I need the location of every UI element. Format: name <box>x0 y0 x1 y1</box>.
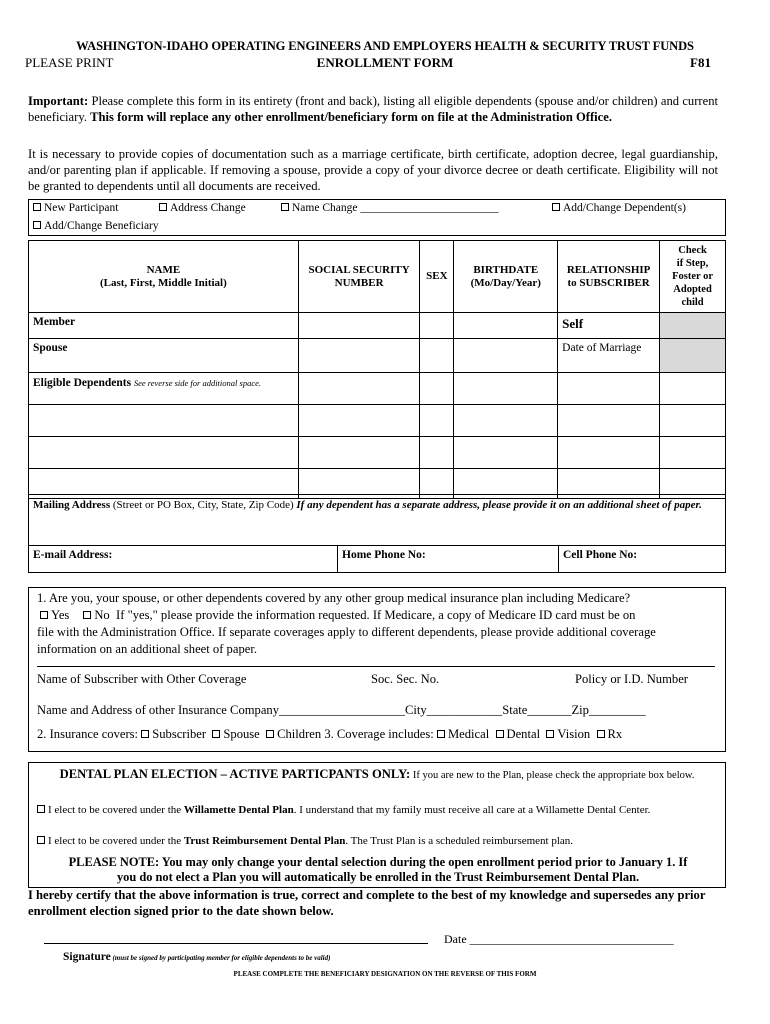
spouse-check-shaded <box>660 339 726 373</box>
sex-column-header: SEX <box>420 241 454 313</box>
important-text: Please complete this form in its entirety (front and back), listing all eligible dependents (spouse and/or children) and current beneficiary. <box>28 94 718 124</box>
member-check-shaded <box>660 313 726 339</box>
trust-fund-title: WASHINGTON-IDAHO OPERATING ENGINEERS AND EMPLOYERS HEALTH & SECURITY TRUST FUNDS <box>76 39 694 53</box>
signature-note: (must be signed by participating member for eligible dependents to be valid) <box>110 954 331 962</box>
option-add-change-beneficiary[interactable] <box>33 220 159 232</box>
trust-text-a: I elect to be covered under the <box>48 835 184 847</box>
dependent-row <box>29 437 726 469</box>
option-address-change[interactable] <box>159 202 246 214</box>
eligible-dependents-label <box>29 373 299 405</box>
dependents-table <box>28 240 726 499</box>
add-dependents-label: Add/Change Dependent(s) <box>563 202 686 214</box>
dependent-sex-field[interactable] <box>420 373 454 405</box>
dental-checkbox[interactable] <box>496 730 504 738</box>
birthdate-column-header <box>454 241 558 313</box>
spouse-label: Spouse <box>223 727 260 741</box>
dependent-birthdate-field[interactable] <box>454 373 558 405</box>
question-1: 1. Are you, your spouse, or other dependents covered by any other group medical insurance plan including Medicare? <box>37 591 631 605</box>
change-type-box <box>28 199 726 236</box>
trust-text-c: . The Trust Plan is a scheduled reimbursement plan. <box>345 835 574 847</box>
birthdate-header-text: BIRTHDATE <box>473 263 539 276</box>
dental-plan-title <box>37 767 717 783</box>
email-field[interactable] <box>28 545 338 573</box>
dental-title-text: DENTAL PLAN ELECTION – ACTIVE PARTICPANTS ONLY: <box>59 767 411 781</box>
check-header-3: Foster or <box>672 271 713 282</box>
dependent-row <box>29 373 726 405</box>
member-relationship-self: Self <box>558 313 660 339</box>
subscriber-checkbox[interactable] <box>141 730 149 738</box>
trust-plan-checkbox[interactable] <box>37 836 45 844</box>
rx-checkbox[interactable] <box>597 730 605 738</box>
mailing-address-note: If any dependent has a separate address, please provide it on an additional sheet of paper. <box>296 499 702 511</box>
home-phone-label: Home Phone No: <box>342 549 426 561</box>
important-label: Important: <box>28 94 89 108</box>
option-name-change[interactable] <box>281 202 498 214</box>
dental-note-line-1: PLEASE NOTE: You may only change your dental selection during the open enrollment period prior to January 1. If <box>68 855 688 869</box>
check-header-4: Adopted <box>673 284 712 295</box>
beneficiary-reminder: PLEASE COMPLETE THE BENEFICIARY DESIGNATION ON THE REVERSE OF THIS FORM <box>233 970 537 978</box>
question-3-label: 3. Coverage includes: <box>324 727 434 741</box>
new-participant-checkbox[interactable] <box>33 203 41 211</box>
dependent-check-field[interactable] <box>660 437 726 469</box>
member-label: Member <box>29 313 299 339</box>
dependent-sex-field[interactable] <box>420 405 454 437</box>
member-birthdate-field[interactable] <box>454 313 558 339</box>
option-add-change-dependents[interactable] <box>552 202 686 214</box>
subscriber-name-label: Name of Subscriber with Other Coverage <box>37 672 247 686</box>
new-participant-label: New Participant <box>44 202 119 214</box>
dependent-birthdate-field[interactable] <box>454 437 558 469</box>
dental-label: Dental <box>506 727 541 741</box>
soc-sec-label: Soc. Sec. No. <box>371 672 440 686</box>
question-1-line-3: file with the Administration Office. If separate coverages apply to different dependents, please provide additional coverage <box>37 625 656 639</box>
dependent-relationship-field[interactable] <box>558 405 660 437</box>
documentation-paragraph: It is necessary to provide copies of documentation such as a marriage certificate, birth certificate, adoption decree, legal guardianship, and/or parenting plan if applicable. If removing a spouse, provide a copy of your divorce decree or death certificate. Eligibility will not be granted to dependents until all documents are received. <box>28 147 718 193</box>
children-label: Children <box>277 727 322 741</box>
signature-line[interactable] <box>44 943 428 944</box>
spouse-label: Spouse <box>29 339 299 373</box>
name-change-label: Name Change ________________________ <box>292 202 499 214</box>
coverage-types-line <box>37 727 622 742</box>
dependent-check-field[interactable] <box>660 405 726 437</box>
cell-phone-field[interactable] <box>558 545 726 573</box>
signature-label: Signature <box>63 951 111 963</box>
willamette-dental-option[interactable] <box>37 803 721 817</box>
ssn-column-header <box>298 241 420 313</box>
willamette-checkbox[interactable] <box>37 805 45 813</box>
vision-label: Vision <box>557 727 591 741</box>
question-2-label: 2. Insurance covers: <box>37 727 139 741</box>
dependent-ssn-field[interactable] <box>298 373 420 405</box>
member-sex-field[interactable] <box>420 313 454 339</box>
vision-checkbox[interactable] <box>546 730 554 738</box>
mailing-address-label: Mailing Address <box>33 499 111 511</box>
relationship-column-header <box>558 241 660 313</box>
add-beneficiary-checkbox[interactable] <box>33 221 41 229</box>
email-label: E-mail Address: <box>33 549 113 561</box>
dependent-name-field[interactable] <box>29 405 299 437</box>
birthdate-header-sub: (Mo/Day/Year) <box>470 276 541 289</box>
step-child-column-header <box>660 241 726 313</box>
name-header-text: NAME <box>146 263 181 276</box>
member-ssn-field[interactable] <box>298 313 420 339</box>
children-checkbox[interactable] <box>266 730 274 738</box>
dependent-check-field[interactable] <box>660 373 726 405</box>
relationship-header-text: RELATIONSHIP <box>566 263 651 276</box>
dental-title-note: If you are new to the Plan, please check the appropriate box below. <box>410 770 695 781</box>
dependent-birthdate-field[interactable] <box>454 405 558 437</box>
check-header-1: Check <box>678 245 707 256</box>
ssn-header-text: SOCIAL SECURITY <box>308 263 410 276</box>
address-change-checkbox[interactable] <box>159 203 167 211</box>
spouse-ssn-field[interactable] <box>298 339 420 373</box>
dependent-relationship-field[interactable] <box>558 437 660 469</box>
ssn-header-sub: NUMBER <box>334 276 384 289</box>
address-change-label: Address Change <box>170 202 246 214</box>
dependents-note: See reverse side for additional space. <box>133 378 261 388</box>
form-name: ENROLLMENT FORM <box>316 55 454 70</box>
check-header-5: child <box>681 297 704 308</box>
form-number: F81 <box>690 55 711 70</box>
member-row <box>29 313 726 339</box>
willamette-text-a: I elect to be covered under the <box>48 804 184 816</box>
relationship-header-sub: to SUBSCRIBER <box>567 276 650 289</box>
name-change-checkbox[interactable] <box>281 203 289 211</box>
dental-note <box>33 855 723 885</box>
spouse-checkbox[interactable] <box>212 730 220 738</box>
medical-checkbox[interactable] <box>437 730 445 738</box>
important-paragraph <box>28 93 718 125</box>
dependent-name-field[interactable] <box>29 437 299 469</box>
question-1-line-4: information on an additional sheet of paper. <box>37 642 257 656</box>
option-new-participant[interactable] <box>33 202 118 214</box>
other-coverage-section <box>28 587 726 752</box>
question-1-continuation: If "yes," please provide the information requested. If Medicare, a copy of Medicare ID card must be on <box>116 608 636 622</box>
signature-label-group <box>63 947 330 965</box>
mailing-address-field[interactable] <box>28 494 726 546</box>
dependent-sex-field[interactable] <box>420 437 454 469</box>
dental-plan-section <box>28 762 726 888</box>
trust-dental-option[interactable] <box>37 834 721 848</box>
insurance-company-line[interactable]: Name and Address of other Insurance Company____________________City____________State_______Zip_________ <box>37 703 646 717</box>
certification-statement: I hereby certify that the above information is true, correct and complete to the best of my knowledge and supersedes any prior enrollment election signed prior to the date shown below. <box>28 888 706 918</box>
check-header-2: if Step, <box>676 258 709 269</box>
subscriber-info-line[interactable] <box>37 666 715 667</box>
important-bold-text: This form will replace any other enrollment/beneficiary form on file at the Administration Office. <box>90 110 612 124</box>
spouse-sex-field[interactable] <box>420 339 454 373</box>
date-field[interactable]: Date __________________________________ <box>444 932 674 946</box>
cell-phone-label: Cell Phone No: <box>563 549 638 561</box>
please-print-label: PLEASE PRINT <box>25 55 114 70</box>
date-of-marriage-field[interactable]: Date of Marriage <box>558 339 660 373</box>
home-phone-field[interactable] <box>337 545 559 573</box>
willamette-plan-name: Willamette Dental Plan <box>183 804 294 816</box>
subscriber-label: Subscriber <box>152 727 207 741</box>
add-beneficiary-label: Add/Change Beneficiary <box>44 220 159 232</box>
add-dependents-checkbox[interactable] <box>552 203 560 211</box>
trust-plan-name: Trust Reimbursement Dental Plan <box>183 835 346 847</box>
table-header-row <box>29 241 726 313</box>
spouse-row <box>29 339 726 373</box>
eligible-dependents-text: Eligible Dependents <box>33 377 132 389</box>
spouse-birthdate-field[interactable] <box>454 339 558 373</box>
dependent-ssn-field[interactable] <box>298 405 420 437</box>
dependent-ssn-field[interactable] <box>298 437 420 469</box>
dependent-row <box>29 405 726 437</box>
willamette-text-c: . I understand that my family must receive all care at a Willamette Dental Center. <box>293 804 651 816</box>
name-column-header <box>29 241 299 313</box>
question-1-answers <box>37 608 635 623</box>
yes-label: Yes <box>51 608 70 622</box>
mailing-address-detail: (Street or PO Box, City, State, Zip Code) <box>110 499 297 511</box>
no-checkbox[interactable] <box>83 611 91 619</box>
rx-label: Rx <box>607 727 623 741</box>
dental-note-line-2: you do not elect a Plan you will automatically be enrolled in the Trust Reimbursement Dental Plan. <box>116 870 640 884</box>
name-header-sub: (Last, First, Middle Initial) <box>99 276 227 289</box>
yes-checkbox[interactable] <box>40 611 48 619</box>
policy-label: Policy or I.D. Number <box>575 672 688 686</box>
no-label: No <box>94 608 110 622</box>
medical-label: Medical <box>447 727 490 741</box>
dependent-relationship-field[interactable] <box>558 373 660 405</box>
